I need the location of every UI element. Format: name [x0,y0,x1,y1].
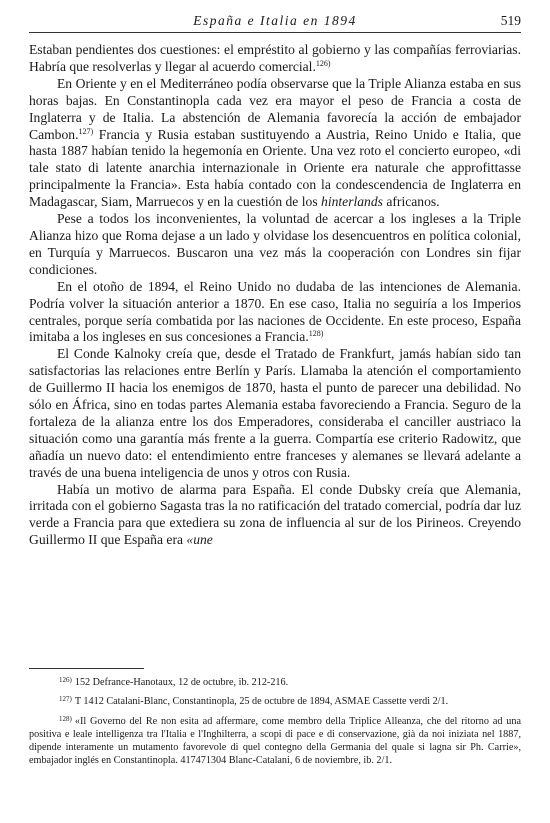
footnotes [29,676,521,774]
paragraph-text: africanos. [386,194,440,210]
paragraph [29,211,521,279]
italic-term: «une [186,532,213,548]
footnote-number: 126) [59,676,72,684]
body-text [29,42,521,549]
note-ref: 127) [78,126,94,136]
paragraph-text: Pese a todos los inconvenientes, la voluntad de acercar a los ingleses a la Triple Alianza hizo que Roma dejase a un lado y olvidase los desencuentros en política colonial, en Turquía y Marruecos. Buscaron una vez más la cooperación con Londres sin fijar condiciones. [29,211,521,277]
footnote [29,695,521,708]
footnote-number: 128) [59,714,72,723]
footnote [29,715,521,768]
paragraph [29,42,521,76]
footnote-rule [29,668,144,669]
page-number: 519 [500,13,521,28]
paragraph-text: Había un motivo de alarma para España. El conde Dubsky creía que Alemania, irritada con el gobierno Sagasta tras la no ratificación del tratado comercial, podría dar luz verde a Francia para que extediera su zona de influencia al sur de los Pirineos. Creyendo Guillermo II que España era [29,481,521,548]
paragraph [29,279,521,347]
paragraph [29,346,521,481]
note-ref: 126) [315,58,331,68]
header-rule [29,32,521,33]
footnote-text: T 1412 Catalani-Blanc, Constantinopla, 25 de octubre de 1894, ASMAE Cassette verdi 2/1. [74,696,449,708]
page-header [29,13,521,35]
paragraph-text: Estaban pendientes dos cuestiones: el empréstito al gobierno y las compañías ferroviarias. Habría que resolverlas y llegar al acuerdo comercial. [29,42,521,74]
paragraph-text: Francia y Rusia estaban sustituyendo a Austria, Reino Unido e Italia, que hasta 1887 habían tenido la hegemonía en Oriente. Una vez roto el concierto europeo, «di tale stato di latente anarchia internazionale in Oriente era naturale che approfittasse principalmente la Francia». Esta había contado con la condescendencia de Inglaterra en Madagascar, Siam, Marruecos y en la cuestión de los [29,126,522,210]
paragraph [29,482,521,550]
paragraph-text: En el otoño de 1894, el Reino Unido no dudaba de las intenciones de Alemania. Podría volver la situación anterior a 1870. En ese caso, Italia no seguiría a los Imperios centrales, porque sería combatida por las naciones de Occidente. En este proceso, España imitaba a los ingleses en sus concesiones a Francia. [29,278,521,345]
running-title: España e Italia en 1894 [193,13,357,28]
footnote-text: «Il Governo del Re non esita ad affermare, come membro della Triplice Alleanza, che del ritorno ad una positiva e leale intelligenza tra l'Italia e l'Inghilterra, a scopi di pace e di conservazione, già da noi iniziata nel 1887, dipende interamente un mutamento favorevole di quel contegno della Germania del quale si lagna sir Ph. Carrie», embajador inglés en Constantinopla. 417471304 Blanc-Catalani, 6 de noviembre, ib. 2/1. [29,715,521,767]
paragraph-text: En Oriente y en el Mediterráneo podía observarse que la Triple Alianza estaba en sus horas bajas. En Constantinopla cada vez era mayor el peso de Francia a costa de Inglaterra y de Italia. La abstención de Alemania favorecía la acción de embajador Cambon. [29,75,521,142]
paragraph-text: El Conde Kalnoky creía que, desde el Tratado de Frankfurt, jamás habían sido tan satisfactorias las relaciones entre Berlín y París. Llamaba la atención el comportamiento de Guillermo II hacia los enemigos de 1870, hasta el punto de parecer una debilidad. No sólo en África, sino en todas partes Alemania estaba favoreciendo a Francia. Seguro de la fortaleza de la alianza entre los dos Emperadores, consideraba el canciller austriaco la situación como una garantía más frente a la guerra. Compartía ese criterio Radowitz, que añadía un nuevo dato: el entendimiento entre franceses y alemanes se llevará adelante a través de una buena inteligencia de unos y otros con Rusia. [29,346,521,480]
footnote [29,676,521,689]
italic-term: hinterlands [321,194,383,210]
footnote-text: 152 Defrance-Hanotaux, 12 de octubre, ib. 212-216. [74,677,289,688]
note-ref: 128) [308,329,324,339]
footnote-number: 127) [59,695,72,704]
paragraph [29,76,521,211]
